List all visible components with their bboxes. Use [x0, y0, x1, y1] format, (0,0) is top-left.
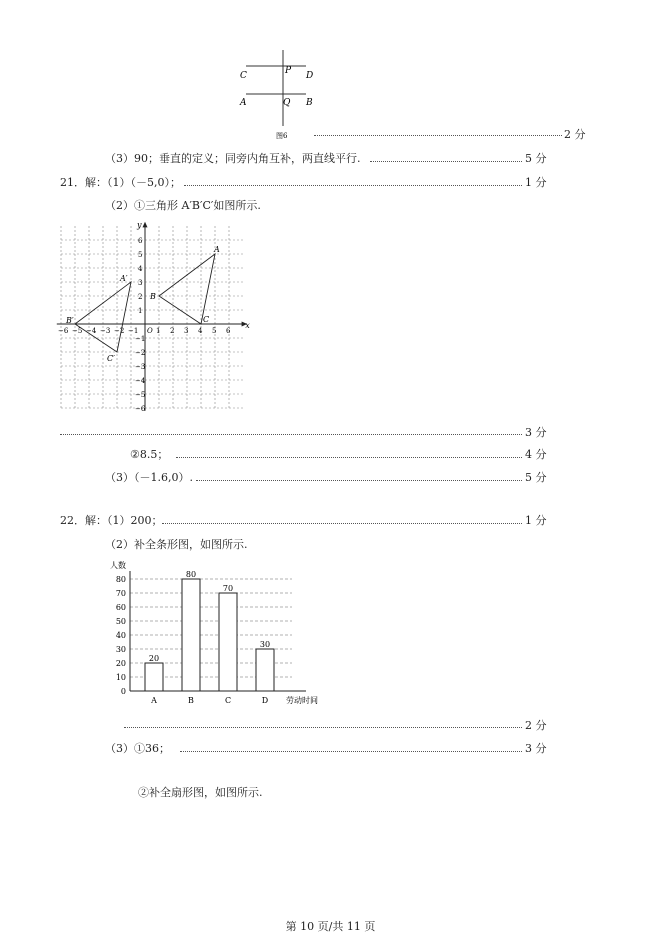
x-tick-label: −4	[86, 327, 97, 335]
score-3b: 3 分	[525, 742, 547, 755]
score-1b: 1 分	[525, 514, 547, 527]
q21-part2-2: ②8.5；	[130, 448, 169, 461]
bar-value-label: 80	[185, 570, 197, 579]
y-tick-label: −5	[135, 391, 146, 399]
q22-head: 22．解：（1）200；	[60, 514, 163, 527]
y-tick-label: 40	[115, 631, 126, 640]
label-a: A	[240, 98, 247, 108]
triangle-abc	[159, 254, 215, 324]
bar-b	[182, 579, 200, 691]
triangle-a1b1c1	[75, 282, 131, 352]
y-axis-label: y	[137, 220, 142, 230]
y-tick-label: 10	[115, 673, 126, 682]
leader-dots	[60, 434, 522, 435]
label-q: Q	[283, 98, 291, 108]
y-axis-title: 人数	[110, 561, 126, 570]
x-tick-label: −3	[100, 327, 111, 335]
bar-d	[256, 649, 274, 691]
q21-head: 21．解：（1）（－5,0）；	[60, 176, 181, 189]
leader-dots	[176, 457, 522, 458]
y-tick-label: 70	[115, 589, 126, 598]
score-3: 3 分	[525, 426, 547, 439]
point-label-c1: C′	[107, 354, 115, 363]
point-label-a: A	[214, 245, 220, 254]
y-tick-label: 30	[115, 645, 126, 654]
x-tick-label: 4	[198, 327, 203, 335]
x-tick-label: O	[147, 327, 153, 335]
y-tick-label: −4	[135, 377, 146, 385]
x-tick-label: 5	[212, 327, 217, 335]
leader-dots	[314, 135, 562, 136]
x-tick-label: 1	[156, 327, 161, 335]
score-4: 4 分	[525, 448, 547, 461]
y-axis-arrow	[143, 222, 148, 228]
leader-dots	[184, 185, 522, 186]
bar-value-label: 30	[259, 640, 271, 649]
leader-dots	[124, 727, 522, 728]
y-tick-label: −1	[135, 335, 146, 343]
figure-caption: 图6	[276, 132, 288, 140]
x-tick-label: 3	[184, 327, 189, 335]
score-5: 5 分	[525, 152, 547, 165]
x-tick-label: −2	[114, 327, 125, 335]
leader-dots	[196, 480, 522, 481]
x-tick-label: −6	[58, 327, 69, 335]
leader-dots	[370, 161, 522, 162]
y-tick-label: −6	[135, 405, 146, 413]
score-2b: 2 分	[525, 719, 547, 732]
y-tick-label: 3	[138, 279, 143, 287]
figure-6	[236, 48, 326, 143]
y-tick-label: −2	[135, 349, 146, 357]
x-tick-label: A	[151, 696, 157, 705]
x-tick-label: D	[261, 696, 269, 705]
point-label-b: B	[150, 292, 156, 301]
x-axis-title: 劳动时间	[286, 696, 318, 705]
q22-part3-2: ②补全扇形图，如图所示.	[138, 786, 263, 799]
y-tick-label: 5	[138, 251, 143, 259]
q22-part3: （3）①36；	[105, 742, 170, 755]
label-c: C	[240, 71, 247, 81]
y-tick-label: 2	[138, 293, 143, 301]
q22-part2: （2）补全条形图，如图所示.	[105, 538, 248, 551]
q21-part3: （3）（－1.6,0）.	[105, 471, 193, 484]
x-tick-label: 6	[226, 327, 231, 335]
x-tick-label: C	[224, 696, 232, 705]
bar-value-label: 20	[148, 654, 160, 663]
y-tick-label: 6	[138, 237, 143, 245]
x-tick-label: B	[188, 696, 194, 705]
point-label-b1: B′	[66, 316, 74, 325]
leader-dots	[162, 523, 522, 524]
y-tick-label: 4	[138, 265, 143, 273]
y-tick-label: 50	[115, 617, 126, 626]
y-tick-label: 80	[115, 575, 126, 584]
point-label-a1: A′	[120, 274, 128, 283]
q20-part3: （3）90；垂直的定义；同旁内角互补，两直线平行.	[105, 152, 361, 165]
label-p: P	[285, 66, 292, 76]
y-tick-label: 20	[115, 659, 126, 668]
label-b: B	[306, 98, 313, 108]
bar-value-label: 70	[222, 584, 234, 593]
bar-a	[145, 663, 163, 691]
x-axis-label: x	[245, 321, 250, 330]
score-2: 2 分	[564, 128, 586, 141]
label-d: D	[306, 71, 314, 81]
point-label-c: C	[203, 315, 210, 324]
bar-c	[219, 593, 237, 691]
y-tick-label: 1	[138, 307, 143, 315]
bar-chart	[100, 553, 340, 708]
x-tick-label: 2	[170, 327, 175, 335]
y-tick-label: −3	[135, 363, 146, 371]
coordinate-grid	[58, 220, 253, 413]
y-tick-label: 0	[120, 687, 126, 696]
page-footer: 第 10 页/共 11 页	[285, 920, 376, 933]
q21-part2: （2）①三角形 A′B′C′如图所示.	[105, 199, 261, 212]
y-tick-label: 60	[115, 603, 126, 612]
x-tick-label: −5	[72, 327, 83, 335]
x-tick-label: −1	[128, 327, 139, 335]
score-5b: 5 分	[525, 471, 547, 484]
score-1: 1 分	[525, 176, 547, 189]
leader-dots	[180, 751, 522, 752]
